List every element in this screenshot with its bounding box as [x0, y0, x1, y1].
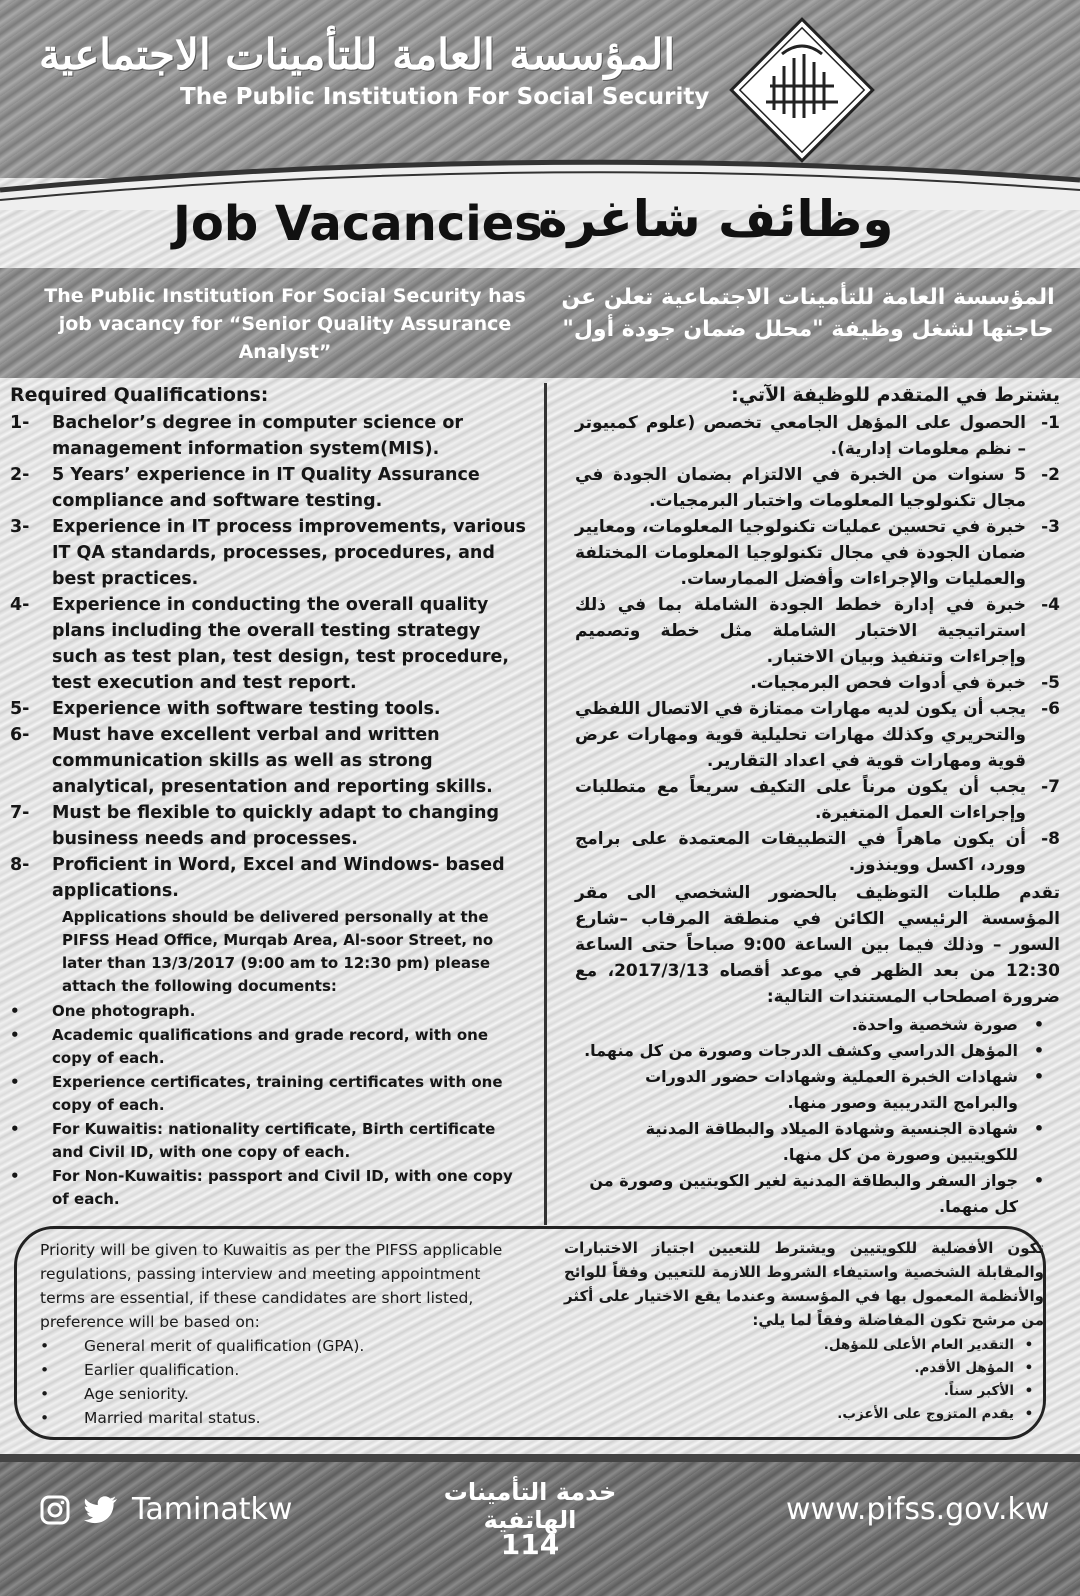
title-arabic: وظائف شاغرة: [538, 190, 894, 248]
qualifications-heading: Required Qualifications:: [10, 384, 269, 406]
list-item: • For Kuwaitis: nationality certificate, Birth certificate and Civil ID, with one copy of each.: [10, 1119, 496, 1161]
qualification-item-arabic: 8- أن يكون ماهراً في التطبيقات المعتمدة على برامج وورد، اكسل ووينذوز.: [575, 829, 1060, 875]
qualification-item: 3- Experience in IT process improvements, various IT QA standards, processes, procedures, and best practices.: [10, 517, 526, 589]
arabic-column: [575, 384, 1060, 1220]
list-item: • جواز السفر والبطاقة المدنية لغير الكويتيين وصورة من كل منهما.: [589, 1171, 1045, 1216]
twitter-icon[interactable]: [84, 1495, 118, 1525]
list-item: • صورة شخصية واحدة.: [851, 1015, 1045, 1034]
qualifications-heading-arabic: يشترط في المتقدم للوظيفة الآتي:: [731, 384, 1060, 406]
list-item: • الأكبر سناً.: [943, 1383, 1034, 1399]
priority-arabic: [564, 1236, 1044, 1426]
qualification-item: 2- 5 Years’ experience in IT Quality Assurance compliance and software testing.: [10, 465, 480, 511]
qualification-item: 5- Experience with software testing tools.: [10, 699, 441, 719]
intro-english: The Public Institution For Social Security has job vacancy for “Senior Quality Assurance Analyst”: [44, 285, 526, 363]
website-link[interactable]: www.pifss.gov.kw: [786, 1492, 1050, 1527]
qualification-item-arabic: 7- يجب أن يكون مرناً على التكيف سريعاً مع متطلبات وإجراءات العمل المتغيرة.: [575, 777, 1060, 823]
qualification-item: 8- Proficient in Word, Excel and Windows- based applications.: [10, 855, 505, 901]
qualification-item-arabic: 5- خبرة في أدوات فحص البرمجيات.: [750, 673, 1060, 693]
priority-text-english: Priority will be given to Kuwaitis as per the PIFSS applicable regulations, passing interview and meeting appointment terms are essential, if these candidates are short listed, preference will be based on:: [40, 1241, 503, 1331]
application-note-english: Applications should be delivered personally at the PIFSS Head Office, Murqab Area, Al-soor Street, no later than 13/3/2017 (9:00 am to 12:30 pm) please attach the following documents:: [62, 908, 494, 995]
qualification-item: 7- Must be flexible to quickly adapt to changing business needs and processes.: [10, 803, 500, 849]
documents-list-english: [10, 1000, 530, 1212]
social-links: [40, 1492, 292, 1527]
list-item: • Experience certificates, training certificates with one copy of each.: [10, 1072, 503, 1114]
list-item: • شهادة الجنسية وشهادة الميلاد والبطاقة المدنية للكويتيين وصورة من كل منها.: [645, 1119, 1045, 1164]
social-handle[interactable]: Taminatkw: [132, 1492, 293, 1527]
list-item: • Age seniority.: [40, 1385, 189, 1403]
institution-name-arabic: المؤسسة العامة للتأمينات الاجتماعية: [39, 30, 675, 79]
qualification-item: 1- Bachelor’s degree in computer science or management information system(MIS).: [10, 413, 464, 459]
list-item: • Earlier qualification.: [40, 1361, 240, 1379]
phone-service-label: خدمة التأمينات الهاتفية: [443, 1478, 617, 1534]
intro-arabic: المؤسسة العامة للتأمينات الاجتماعية تعلن عن حاجتها لشغل وظيفة "محلل ضمان جودة أول": [561, 285, 1055, 342]
list-item: • يقدم المتزوج على الأعزب.: [837, 1406, 1034, 1422]
qualification-item: 6- Must have excellent verbal and written communication skills as well as strong analytical, presentation and reporting skills.: [10, 725, 493, 797]
institution-name-english: The Public Institution For Social Security: [180, 84, 710, 110]
priority-text-arabic: تكون الأفضلية للكويتيين ويشترط للتعيين اجتياز الاختبارات والمقابلة الشخصية واستيفاء الشروط اللازمة للتعيين وفقاً للوائح والأنظمة المعمول بها في المؤسسة وعندما يقع الاختيار على أكثر من مرشح تكون المفاضلة وفقاً لما يلي:: [564, 1239, 1044, 1329]
priority-english: [40, 1238, 520, 1430]
qualification-item-arabic: 2- 5 سنوات من الخبرة في الالتزام بضمان الجودة في مجال تكنولوجيا المعلومات واختبار البرمجيات.: [575, 465, 1060, 511]
list-item: • المؤهل الأقدم.: [914, 1360, 1034, 1376]
list-item: • التقدير العام الأعلى للمؤهل.: [823, 1337, 1034, 1353]
pifss-logo: [726, 14, 878, 166]
column-divider: [544, 383, 547, 1225]
instagram-icon[interactable]: [40, 1495, 70, 1525]
list-item: • One photograph.: [10, 1002, 196, 1020]
documents-list-arabic: [575, 1012, 1060, 1220]
phone-number[interactable]: 114: [500, 1528, 560, 1561]
qualification-item-arabic: 3- خبرة في تحسين عمليات تكنولوجيا المعلومات، ومعايير ضمان الجودة في مجال تكنولوجيا المعلومات المختلفة والعمليات والإجراءات وأفضل الممارسات.: [575, 517, 1060, 589]
english-column: [10, 384, 530, 1212]
qualification-item-arabic: 4- خبرة في إدارة خطط الجودة الشاملة بما في ذلك استراتيجية الاختبار الشاملة مثل خطة وتصميم وإجراءات وتنفيذ وبيان الاختبار.: [575, 595, 1060, 667]
list-item: • General merit of qualification (GPA).: [40, 1337, 365, 1355]
qualification-item-arabic: 1- الحصول على المؤهل الجامعي تخصص (علوم كمبيوتر – نظم معلومات إدارية).: [575, 413, 1060, 459]
qualification-item-arabic: 6- يجب أن يكون لديه مهارات ممتازة في الاتصال اللفظي والتحريري وكذلك مهارات تحليلية قوية ومهارات عرض قوية ومهارات قوية في اعداد التقارير.: [575, 699, 1060, 771]
list-item: • شهادات الخبرة العملية وشهادات حضور الدورات والبرامج التدريبية وصور منها.: [645, 1067, 1045, 1112]
list-item: • المؤهل الدراسي وكشف الدرجات وصورة من كل منهما.: [584, 1041, 1045, 1060]
application-note-arabic: تقدم طلبات التوظيف بالحضور الشخصي الى مقر المؤسسة الرئيسي الكائن في منطقة المرقاب –شارع السور – وذلك فيما بين الساعة 9:00 صباحاً حتى الساعة 12:30 من بعد الظهر في موعد أقصاه 2017/3/13، مع ضرورة اصطحاب المستندات التالية:: [575, 883, 1060, 1007]
qualification-item: 4- Experience in conducting the overall quality plans including the overall testing strategy such as test plan, test design, test procedure, test execution and test report.: [10, 595, 510, 693]
list-item: • Married marital status.: [40, 1409, 261, 1427]
list-item: • Academic qualifications and grade record, with one copy of each.: [10, 1025, 489, 1067]
footer-divider: [0, 1440, 1080, 1462]
list-item: • For Non-Kuwaitis: passport and Civil ID, with one copy of each.: [10, 1166, 513, 1208]
title-english: Job Vacancies: [173, 196, 543, 252]
